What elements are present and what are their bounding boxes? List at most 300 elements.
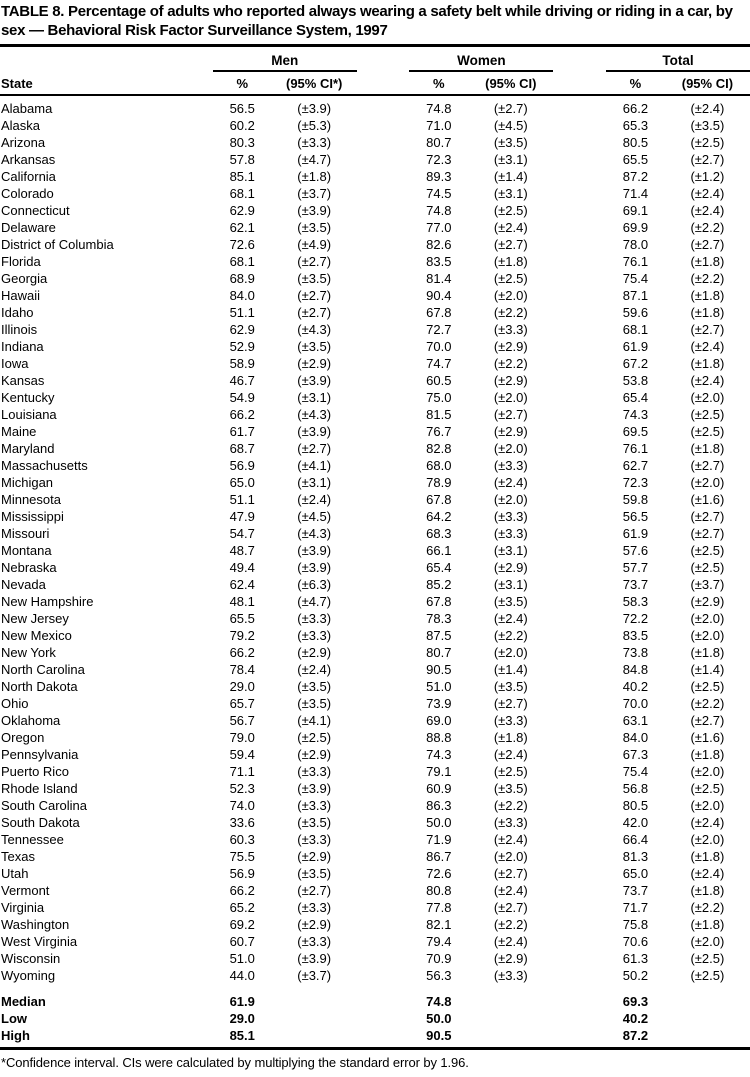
spacer-cell [553, 338, 606, 355]
pct-cell: 50.2 [622, 968, 649, 983]
ci-cell: (±2.5) [690, 543, 725, 558]
pct-cell: 75.5 [229, 849, 255, 864]
pct-cell: 62.1 [229, 220, 255, 235]
state-cell: Alaska [1, 118, 41, 133]
ci-cell: (±4.5) [297, 509, 332, 524]
pct-cell: 68.1 [229, 186, 255, 201]
table-row [0, 236, 750, 253]
spacer-cell [357, 933, 410, 950]
pct-cell: 68.7 [229, 441, 255, 456]
pct-cell: 63.1 [622, 713, 649, 728]
state-cell: Indiana [1, 339, 44, 354]
column-header-state: State [0, 71, 213, 95]
state-cell: Georgia [1, 271, 48, 286]
spacer-cell [553, 933, 606, 950]
ci-cell: (±2.4) [690, 101, 725, 116]
ci-cell: (±4.7) [297, 594, 332, 609]
spacer-cell [553, 627, 606, 644]
ci-cell: (±3.7) [690, 577, 725, 592]
ci-cell: (±2.7) [493, 900, 528, 915]
ci-cell: (±1.8) [690, 849, 725, 864]
pct-cell: 83.5 [426, 254, 452, 269]
spacer-cell [553, 916, 606, 933]
pct-cell: 74.8 [426, 203, 452, 218]
spacer-cell [357, 593, 410, 610]
ci-cell: (±1.4) [690, 662, 725, 677]
ci-cell: (±2.5) [690, 560, 725, 575]
ci-cell: (±2.9) [493, 373, 528, 388]
state-cell: West Virginia [1, 934, 78, 949]
pct-cell: 75.4 [622, 764, 649, 779]
table-row [0, 95, 750, 117]
spacer-cell [357, 610, 410, 627]
ci-cell: (±3.3) [297, 900, 332, 915]
spacer-cell [553, 406, 606, 423]
spacer-cell [357, 712, 410, 729]
ci-cell [272, 1010, 357, 1027]
ci-cell: (±2.9) [297, 356, 332, 371]
table-row [0, 678, 750, 695]
spacer-cell [553, 559, 606, 576]
spacer-cell [553, 542, 606, 559]
ci-cell: (±2.9) [297, 645, 332, 660]
table-row [0, 440, 750, 457]
ci-cell: (±2.7) [297, 288, 332, 303]
spacer-cell [357, 644, 410, 661]
spacer-cell [357, 763, 410, 780]
spacer-cell [357, 661, 410, 678]
spacer-cell [553, 440, 606, 457]
ci-cell: (±2.0) [493, 645, 528, 660]
table-row [0, 117, 750, 134]
ci-cell: (±2.0) [690, 628, 725, 643]
pct-cell: 69.9 [622, 220, 649, 235]
ci-cell: (±3.5) [493, 594, 528, 609]
ci-cell: (±3.5) [297, 271, 332, 286]
pct-cell: 83.5 [622, 628, 649, 643]
group-spacer [357, 47, 410, 71]
pct-cell: 84.8 [622, 662, 649, 677]
ci-cell: (±3.1) [493, 577, 528, 592]
ci-cell: (±2.5) [690, 407, 725, 422]
spacer-cell [553, 950, 606, 967]
ci-cell: (±2.7) [493, 407, 528, 422]
ci-cell: (±2.4) [690, 186, 725, 201]
state-cell: Illinois [1, 322, 38, 337]
ci-cell: (±2.5) [690, 968, 725, 983]
state-cell: Kansas [1, 373, 45, 388]
spacer-cell [553, 185, 606, 202]
pct-cell: 69.1 [622, 203, 649, 218]
table-row [0, 712, 750, 729]
pct-cell: 68.1 [622, 322, 649, 337]
spacer-cell [553, 746, 606, 763]
pct-cell: 75.8 [622, 917, 649, 932]
table-row [0, 253, 750, 270]
table-row [0, 270, 750, 287]
column-header-women-pct: % [409, 71, 468, 95]
spacer-cell [357, 474, 410, 491]
state-cell: Mississippi [1, 509, 64, 524]
ci-cell: (±2.2) [493, 356, 528, 371]
pct-cell: 61.7 [229, 424, 255, 439]
spacer-cell [357, 304, 410, 321]
pct-cell: 56.5 [622, 509, 649, 524]
state-cell: Virginia [1, 900, 45, 915]
spacer-cell [357, 491, 410, 508]
state-cell: Utah [1, 866, 29, 881]
ci-cell: (±2.5) [690, 951, 725, 966]
spacer-cell [357, 678, 410, 695]
table-row [0, 865, 750, 882]
spacer-cell [553, 865, 606, 882]
pct-cell: 79.0 [229, 730, 255, 745]
ci-cell: (±2.7) [690, 526, 725, 541]
ci-cell: (±2.0) [493, 441, 528, 456]
table-row [0, 780, 750, 797]
spacer-cell [553, 151, 606, 168]
ci-cell: (±2.2) [493, 628, 528, 643]
state-cell: Alabama [1, 101, 53, 116]
ci-cell [468, 984, 553, 1010]
spacer-cell [553, 831, 606, 848]
pct-cell: 73.8 [622, 645, 649, 660]
ci-cell: (±3.1) [493, 152, 528, 167]
ci-cell: (±2.7) [690, 509, 725, 524]
ci-cell: (±2.2) [493, 917, 528, 932]
ci-cell: (±2.7) [690, 237, 725, 252]
pct-cell: 65.4 [426, 560, 452, 575]
ci-cell: (±4.5) [493, 118, 528, 133]
column-header-row [0, 71, 750, 95]
ci-cell: (±4.7) [297, 152, 332, 167]
spacer-cell [357, 729, 410, 746]
ci-cell: (±3.9) [297, 373, 332, 388]
state-cell: Arizona [1, 135, 46, 150]
ci-cell: (±2.5) [297, 730, 332, 745]
spacer-cell [553, 1027, 606, 1044]
pct-cell: 51.1 [229, 492, 255, 507]
pct-cell: 69.3 [622, 994, 649, 1009]
state-cell: Minnesota [1, 492, 61, 507]
pct-cell: 74.8 [426, 994, 452, 1009]
ci-cell: (±2.0) [690, 475, 725, 490]
pct-cell: 76.7 [426, 424, 452, 439]
table-row [0, 185, 750, 202]
spacer-cell [553, 984, 606, 1010]
spacer-cell [553, 253, 606, 270]
spacer-cell [357, 168, 410, 185]
table-row [0, 814, 750, 831]
spacer-cell [553, 882, 606, 899]
table-row [0, 899, 750, 916]
table-row [0, 134, 750, 151]
ci-cell: (±2.7) [690, 152, 725, 167]
state-cell: Iowa [1, 356, 29, 371]
table-row [0, 151, 750, 168]
spacer-cell [357, 95, 410, 117]
table-row [0, 882, 750, 899]
ci-cell: (±1.4) [493, 662, 528, 677]
ci-cell: (±1.8) [690, 288, 725, 303]
pct-cell: 51.1 [229, 305, 255, 320]
ci-cell: (±3.3) [493, 458, 528, 473]
pct-cell: 60.2 [229, 118, 255, 133]
ci-cell: (±2.4) [297, 662, 332, 677]
table-row [0, 219, 750, 236]
ci-cell [468, 1010, 553, 1027]
table-row [0, 355, 750, 372]
spacer-cell [553, 848, 606, 865]
table-row [0, 967, 750, 984]
spacer-cell [553, 474, 606, 491]
spacer-cell [553, 780, 606, 797]
pct-cell: 81.5 [426, 407, 452, 422]
spacer-cell [357, 236, 410, 253]
pct-cell: 40.2 [622, 679, 649, 694]
pct-cell: 56.9 [229, 458, 255, 473]
spacer-cell [553, 797, 606, 814]
spacer-cell [553, 117, 606, 134]
state-cell: Washington [1, 917, 70, 932]
group-header-men: Men [213, 47, 357, 71]
pct-cell: 56.8 [622, 781, 649, 796]
pct-cell: 65.0 [622, 866, 649, 881]
ci-cell: (±3.5) [493, 135, 528, 150]
ci-cell: (±3.7) [297, 186, 332, 201]
spacer-cell [553, 287, 606, 304]
pct-cell: 87.5 [426, 628, 452, 643]
pct-cell: 71.1 [229, 764, 255, 779]
ci-cell: (±3.1) [297, 390, 332, 405]
spacer-cell [357, 695, 410, 712]
pct-cell: 48.7 [229, 543, 255, 558]
pct-cell: 66.1 [426, 543, 452, 558]
table-row [0, 848, 750, 865]
table-title: TABLE 8. Percentage of adults who reported always wearing a safety belt while driving or riding in a car, by sex — Behavioral Risk Factor Surveillance System, 1997 [1, 3, 733, 39]
ci-cell: (±3.9) [297, 781, 332, 796]
state-cell: Kentucky [1, 390, 55, 405]
spacer-cell [553, 372, 606, 389]
pct-cell: 80.5 [622, 135, 649, 150]
pct-cell: 56.5 [229, 101, 255, 116]
ci-cell: (±1.8) [690, 883, 725, 898]
ci-cell: (±2.4) [493, 220, 528, 235]
state-cell: Michigan [1, 475, 54, 490]
ci-cell: (±3.9) [297, 101, 332, 116]
pct-cell: 84.0 [622, 730, 649, 745]
pct-cell: 66.2 [229, 645, 255, 660]
pct-cell: 74.3 [622, 407, 649, 422]
group-header-total: Total [606, 47, 750, 71]
spacer-cell [553, 202, 606, 219]
table-row [0, 457, 750, 474]
ci-cell: (±3.5) [493, 781, 528, 796]
ci-cell: (±2.5) [690, 679, 725, 694]
pct-cell: 46.7 [229, 373, 255, 388]
ci-cell: (±3.3) [297, 934, 332, 949]
table-row [0, 729, 750, 746]
ci-cell: (±4.3) [297, 322, 332, 337]
table-row [0, 746, 750, 763]
pct-cell: 79.2 [229, 628, 255, 643]
ci-cell: (±3.9) [297, 951, 332, 966]
ci-cell: (±4.3) [297, 407, 332, 422]
ci-cell: (±3.5) [297, 339, 332, 354]
table-row [0, 372, 750, 389]
pct-cell: 52.9 [229, 339, 255, 354]
spacer-cell [553, 678, 606, 695]
pct-cell: 86.3 [426, 798, 452, 813]
ci-cell: (±2.4) [493, 475, 528, 490]
footnote-text: *Confidence interval. CIs were calculated by multiplying the standard error by 1.96. [1, 1055, 469, 1070]
ci-cell: (±1.6) [690, 730, 725, 745]
summary-row [0, 984, 750, 1010]
pct-cell: 59.8 [622, 492, 649, 507]
ci-cell: (±4.3) [297, 526, 332, 541]
spacer-cell [357, 865, 410, 882]
spacer-cell [357, 338, 410, 355]
pct-cell: 29.0 [229, 1011, 255, 1026]
ci-cell: (±3.3) [493, 526, 528, 541]
ci-cell: (±2.0) [690, 798, 725, 813]
pct-cell: 81.3 [622, 849, 649, 864]
table-row [0, 287, 750, 304]
pct-cell: 66.2 [229, 407, 255, 422]
ci-cell: (±3.3) [493, 968, 528, 983]
pct-cell: 72.7 [426, 322, 452, 337]
pct-cell: 77.8 [426, 900, 452, 915]
pct-cell: 62.4 [229, 577, 255, 592]
pct-cell: 87.2 [622, 169, 649, 184]
ci-cell [665, 1027, 750, 1044]
column-header-men-ci: (95% CI*) [272, 71, 357, 95]
ci-cell: (±2.0) [493, 492, 528, 507]
ci-cell: (±2.7) [493, 866, 528, 881]
state-cell: Montana [1, 543, 52, 558]
ci-cell: (±2.0) [690, 764, 725, 779]
state-cell: Oklahoma [1, 713, 61, 728]
ci-cell: (±2.0) [690, 611, 725, 626]
pct-cell: 65.4 [622, 390, 649, 405]
ci-cell: (±2.9) [297, 917, 332, 932]
ci-cell [468, 1027, 553, 1044]
ci-cell: (±3.7) [297, 968, 332, 983]
column-header-total-pct: % [606, 71, 665, 95]
pct-cell: 66.2 [229, 883, 255, 898]
pct-cell: 74.8 [426, 101, 452, 116]
pct-cell: 54.9 [229, 390, 255, 405]
ci-cell: (±2.4) [690, 373, 725, 388]
group-header-women: Women [409, 47, 553, 71]
spacer-cell [357, 219, 410, 236]
pct-cell: 57.7 [622, 560, 649, 575]
ci-cell [272, 984, 357, 1010]
spacer-cell [553, 236, 606, 253]
ci-cell: (±1.2) [690, 169, 725, 184]
table-row [0, 508, 750, 525]
ci-cell: (±2.4) [493, 747, 528, 762]
ci-cell: (±2.7) [493, 101, 528, 116]
spacer-cell [553, 644, 606, 661]
state-cell: Low [1, 1011, 27, 1026]
pct-cell: 79.1 [426, 764, 452, 779]
pct-cell: 68.9 [229, 271, 255, 286]
column-header-men-pct: % [213, 71, 272, 95]
state-cell: Tennessee [1, 832, 64, 847]
pct-cell: 76.1 [622, 441, 649, 456]
state-cell: Median [1, 994, 46, 1009]
spacer-cell [357, 882, 410, 899]
ci-cell: (±2.7) [690, 322, 725, 337]
ci-cell: (±3.5) [297, 220, 332, 235]
ci-cell: (±1.8) [690, 747, 725, 762]
pct-cell: 88.8 [426, 730, 452, 745]
pct-cell: 56.7 [229, 713, 255, 728]
ci-cell: (±2.0) [690, 390, 725, 405]
ci-cell: (±3.3) [493, 815, 528, 830]
ci-cell: (±3.3) [297, 135, 332, 150]
state-cell: Nevada [1, 577, 46, 592]
ci-cell: (±4.1) [297, 713, 332, 728]
ci-cell: (±2.7) [297, 305, 332, 320]
table-row [0, 338, 750, 355]
state-cell: Hawaii [1, 288, 41, 303]
state-cell: Colorado [1, 186, 54, 201]
pct-cell: 80.7 [426, 135, 452, 150]
ci-cell: (±2.7) [297, 254, 332, 269]
ci-cell: (±2.9) [493, 339, 528, 354]
pct-cell: 80.8 [426, 883, 452, 898]
state-cell: Louisiana [1, 407, 57, 422]
pct-cell: 60.3 [229, 832, 255, 847]
table-row [0, 491, 750, 508]
ci-cell: (±2.0) [493, 288, 528, 303]
ci-cell: (±2.5) [493, 764, 528, 779]
state-cell: North Carolina [1, 662, 85, 677]
pct-cell: 59.4 [229, 747, 255, 762]
spacer-cell [357, 1010, 410, 1027]
ci-cell: (±2.5) [690, 135, 725, 150]
pct-cell: 54.7 [229, 526, 255, 541]
pct-cell: 73.7 [622, 883, 649, 898]
state-cell: New Hampshire [1, 594, 94, 609]
pct-cell: 71.7 [622, 900, 649, 915]
summary-row [0, 1027, 750, 1044]
pct-cell: 90.5 [426, 662, 452, 677]
ci-cell: (±3.9) [297, 560, 332, 575]
pct-cell: 79.4 [426, 934, 452, 949]
spacer-cell [357, 950, 410, 967]
spacer-cell [357, 576, 410, 593]
ci-cell: (±3.3) [297, 628, 332, 643]
pct-cell: 78.9 [426, 475, 452, 490]
spacer-cell [357, 780, 410, 797]
ci-cell: (±2.9) [297, 849, 332, 864]
table-row [0, 797, 750, 814]
ci-cell: (±2.7) [297, 441, 332, 456]
ci-cell: (±2.4) [690, 866, 725, 881]
ci-cell: (±2.7) [493, 237, 528, 252]
spacer-cell [357, 797, 410, 814]
table-row [0, 406, 750, 423]
state-cell: South Dakota [1, 815, 80, 830]
state-cell: District of Columbia [1, 237, 114, 252]
ci-cell: (±3.3) [297, 611, 332, 626]
pct-cell: 73.7 [622, 577, 649, 592]
ci-cell: (±1.8) [690, 254, 725, 269]
pct-cell: 85.2 [426, 577, 452, 592]
